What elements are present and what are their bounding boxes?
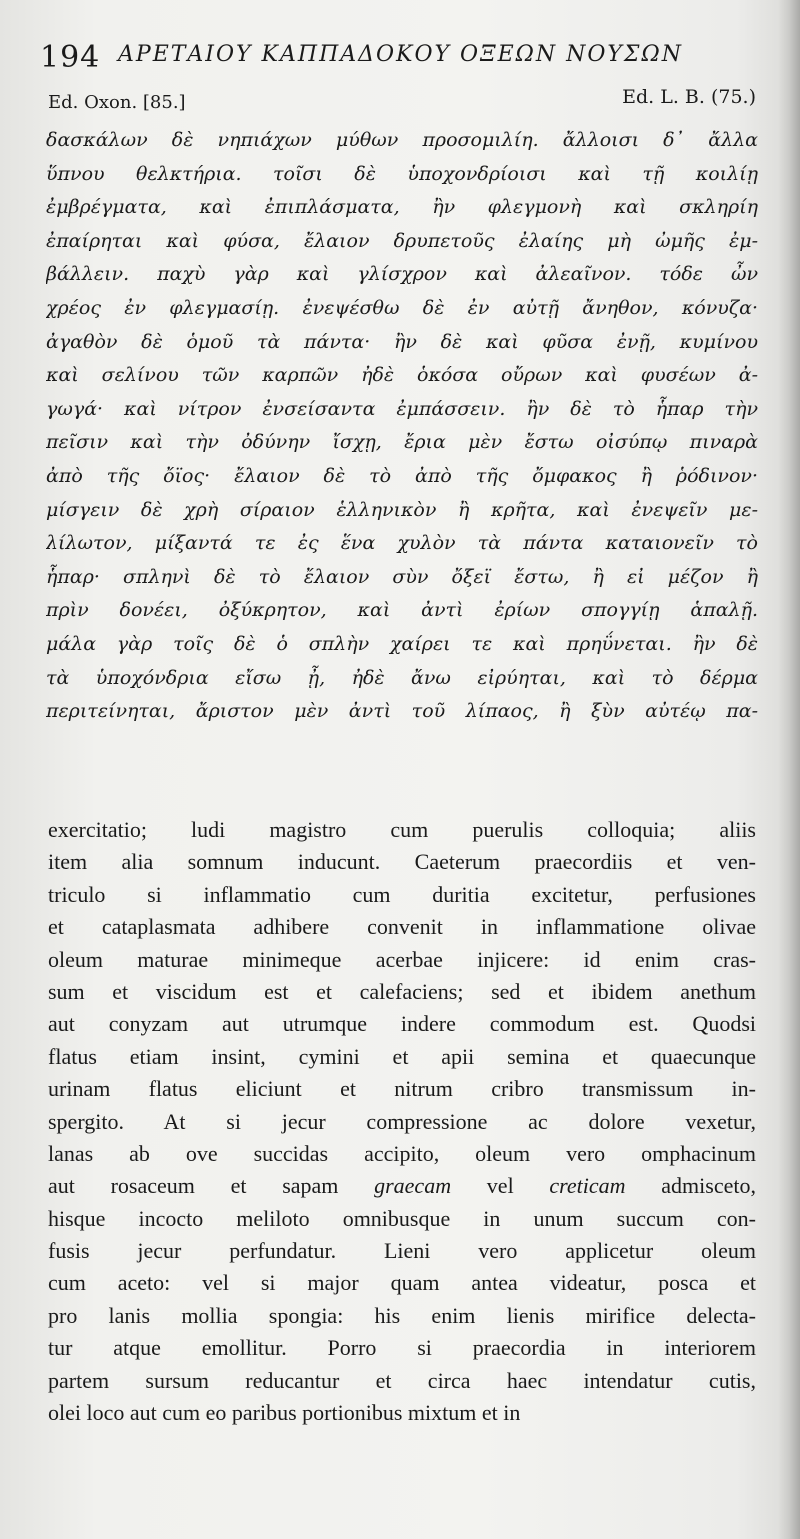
latin-text-segment: aut conyzam aut utrumque indere commodum est. Quodsi (48, 1011, 756, 1037)
latin-text-segment: aut rosaceum et sapam (48, 1173, 375, 1199)
latin-italic-word: graecam (374, 1173, 452, 1199)
greek-line: πρὶν δονέει, ὀξύκρητον, καὶ ἀντὶ ἐρίων σπογγίῃ ἁπαλῇ. (46, 599, 758, 622)
latin-text-segment: et cataplasmata adhibere convenit in inflammatione olivae (48, 914, 756, 940)
latin-text-segment: triculo si inflammatio cum duritia excitetur, perfusiones (48, 881, 756, 907)
latin-line (48, 1203, 756, 1235)
latin-line (48, 1138, 756, 1170)
greek-line: δασκάλων δὲ νηπιάχων μύθων προσομιλίη. ἄλλοισι δ᾽ ἄλλα (46, 129, 758, 151)
running-title: ΑΡΕΤΑΙΟΥ ΚΑΠΠΑΔΟΚΟΥ ΟΞΕΩΝ ΝΟΥΣΩΝ (118, 42, 683, 67)
latin-line (48, 1365, 756, 1397)
latin-text-segment: hisque incocto meliloto omnibusque in unum succum con- (48, 1205, 756, 1231)
edition-oxford-ref: Ed. Oxon. [85.] (48, 92, 186, 113)
latin-text-segment: pro lanis mollia spongia: his enim lienis mirifice delecta- (48, 1302, 756, 1328)
latin-line (48, 911, 756, 943)
latin-line (48, 1106, 756, 1138)
latin-line (48, 976, 756, 1008)
greek-line: ἐμβρέγματα, καὶ ἐπιπλάσματα, ἢν φλεγμονὴ καὶ σκληρίη (46, 196, 758, 219)
latin-line (48, 814, 756, 846)
greek-line: ἐπαίρηται καὶ φύσα, ἔλαιον δρυπετοῦς ἐλαίης μὴ ὠμῆς ἐμ- (46, 229, 758, 252)
greek-line: γωγά· καὶ νίτρον ἐνσείσαντα ἐμπάσσειν. ἢν δὲ τὸ ἧπαρ τὴν (46, 397, 758, 420)
page-gutter-shadow (778, 0, 800, 1539)
latin-line (48, 1267, 756, 1299)
latin-text-segment: partem sursum reducantur et circa haec intendatur cutis, (48, 1367, 756, 1393)
edition-references (48, 86, 756, 122)
greek-line: καὶ σελίνου τῶν καρπῶν ἠδὲ ὁκόσα οὔρων καὶ φυσέων ἀ- (46, 364, 758, 387)
latin-text-segment: lanas ab ove succidas accipito, oleum vero omphacinum (48, 1140, 756, 1166)
latin-text-segment: vel (451, 1173, 550, 1199)
latin-line (48, 1008, 756, 1040)
latin-line (48, 1300, 756, 1332)
latin-text-segment: admisceto, (625, 1173, 756, 1199)
page-number: 194 (40, 40, 101, 75)
latin-line (48, 944, 756, 976)
latin-text-segment: item alia somnum inducunt. Caeterum praecordiis et ven- (48, 849, 756, 875)
greek-line: ἧπαρ· σπληνὶ δὲ τὸ ἔλαιον σὺν ὄξεϊ ἔστω, ἢ εἰ μέζον ἢ (46, 565, 758, 588)
greek-line: λίλωτον, μίξαντά τε ἐς ἕνα χυλὸν τὰ πάντα καταιονεῖν τὸ (46, 532, 758, 555)
latin-line (48, 1397, 756, 1429)
greek-line: μίσγειν δὲ χρὴ σίραιον ἑλληνικὸν ἢ κρῆτα, καὶ ἐνεψεῖν με- (46, 498, 758, 521)
greek-line: ὕπνου θελκτήρια. τοῖσι δὲ ὑποχονδρίοισι καὶ τῇ κοιλίῃ (46, 162, 758, 185)
latin-text-segment: urinam flatus eliciunt et nitrum cribro transmissum in- (48, 1076, 756, 1102)
latin-line (48, 1073, 756, 1105)
latin-line (48, 846, 756, 878)
greek-line: πεῖσιν καὶ τὴν ὀδύνην ἴσχῃ, ἔρια μὲν ἔστω οἰσύπῳ πιναρὰ (46, 431, 758, 454)
greek-line: ἀπὸ τῆς ὄϊος· ἔλαιον δὲ τὸ ἀπὸ τῆς ὄμφακος ἢ ῥόδινον· (46, 464, 758, 487)
latin-line (48, 879, 756, 911)
latin-text-segment: flatus etiam insint, cymini et apii semina et quaecunque (48, 1043, 756, 1069)
latin-text-segment: oleum maturae minimeque acerbae injicere: id enim cras- (48, 946, 756, 972)
latin-text-segment: olei loco aut cum eo paribus portionibus mixtum et in (48, 1400, 521, 1426)
greek-line: βάλλειν. παχὺ γὰρ καὶ γλίσχρον καὶ ἀλεαῖνον. τόδε ὦν (46, 263, 758, 286)
latin-line (48, 1332, 756, 1364)
greek-line: ἀγαθὸν δὲ ὁμοῦ τὰ πάντα· ἢν δὲ καὶ φῦσα ἐνῇ, κυμίνου (46, 330, 758, 353)
greek-line: χρέος ἐν φλεγμασίῃ. ἐνεψέσθω δὲ ἐν αὐτῇ ἄνηθον, κόνυζα· (46, 296, 758, 319)
latin-text-segment: sum et viscidum est et calefaciens; sed et ibidem anethum (48, 978, 756, 1004)
greek-text-block (46, 124, 758, 729)
greek-line: μάλα γὰρ τοῖς δὲ ὁ σπλὴν χαίρει τε καὶ πρηΰνεται. ἢν δὲ (46, 632, 758, 655)
latin-text-segment: cum aceto: vel si major quam antea videatur, posca et (48, 1270, 756, 1296)
latin-text-segment: exercitatio; ludi magistro cum puerulis colloquia; aliis (48, 817, 756, 842)
edition-leiden-ref: Ed. L. B. (75.) (622, 86, 756, 108)
running-head (40, 30, 760, 90)
latin-text-segment: tur atque emollitur. Porro si praecordia in interiorem (48, 1335, 756, 1361)
latin-text-segment: spergito. At si jecur compressione ac dolore vexetur, (48, 1108, 756, 1134)
latin-line (48, 1041, 756, 1073)
latin-translation-block (48, 814, 756, 1429)
latin-text-segment: fusis jecur perfundatur. Lieni vero applicetur oleum (48, 1238, 756, 1264)
latin-italic-word: creticam (549, 1173, 626, 1199)
latin-line (48, 1170, 756, 1202)
greek-line: τὰ ὑποχόνδρια εἴσω ᾖ, ἠδὲ ἄνω εἰρύηται, καὶ τὸ δέρμα (46, 666, 758, 689)
greek-line: περιτείνηται, ἄριστον μὲν ἀντὶ τοῦ λίπαος, ἢ ξὺν αὐτέῳ πα- (46, 700, 758, 723)
latin-line (48, 1235, 756, 1267)
